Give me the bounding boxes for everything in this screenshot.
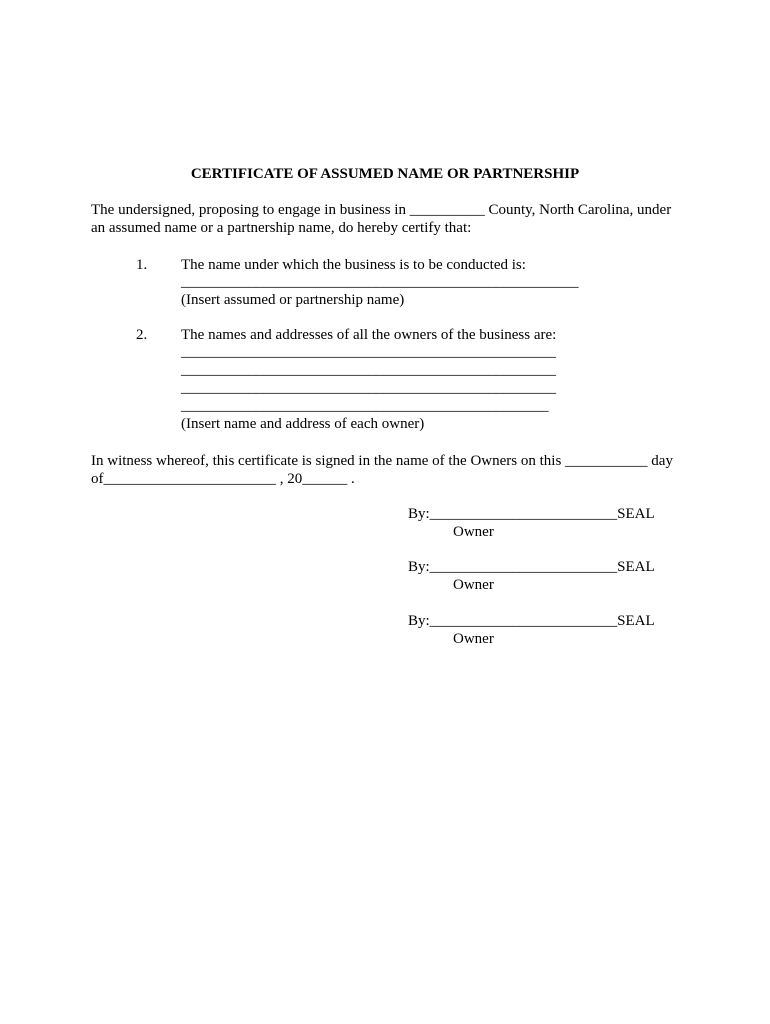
witness-line-1: In witness whereof, this certificate is signed in the name of the Owners on this ___________ day	[91, 453, 673, 469]
item-2-number: 2.	[136, 327, 148, 343]
item-2-blank-line-2: __________________________________________________	[181, 362, 556, 378]
item-1-number: 1.	[136, 257, 148, 273]
item-2-blank-line-1: __________________________________________________	[181, 344, 556, 360]
signature-line-2: By:_________________________SEAL	[408, 559, 655, 575]
item-2-instruction: (Insert name and address of each owner)	[181, 416, 425, 432]
signature-role-3: Owner	[453, 631, 494, 647]
item-2-text: The names and addresses of all the owners of the business are:	[181, 327, 557, 343]
item-2-blank-line-3: __________________________________________________	[181, 380, 556, 396]
intro-line-2: an assumed name or a partnership name, do hereby certify that:	[91, 220, 472, 236]
item-1-text: The name under which the business is to be conducted is:	[181, 257, 526, 273]
intro-line-1: The undersigned, proposing to engage in business in __________ County, North Carolina, under	[91, 202, 672, 218]
signature-line-1: By:_________________________SEAL	[408, 506, 655, 522]
signature-role-1: Owner	[453, 524, 494, 540]
signature-line-3: By:_________________________SEAL	[408, 613, 655, 629]
item-2-blank-line-4: _________________________________________________	[181, 398, 549, 414]
item-1-instruction: (Insert assumed or partnership name)	[181, 292, 405, 308]
witness-line-2: of_______________________ , 20______ .	[91, 471, 355, 487]
item-1-blank-line: _____________________________________________________	[181, 274, 579, 290]
document-title: CERTIFICATE OF ASSUMED NAME OR PARTNERSHIP	[190, 166, 580, 182]
signature-role-2: Owner	[453, 577, 494, 593]
